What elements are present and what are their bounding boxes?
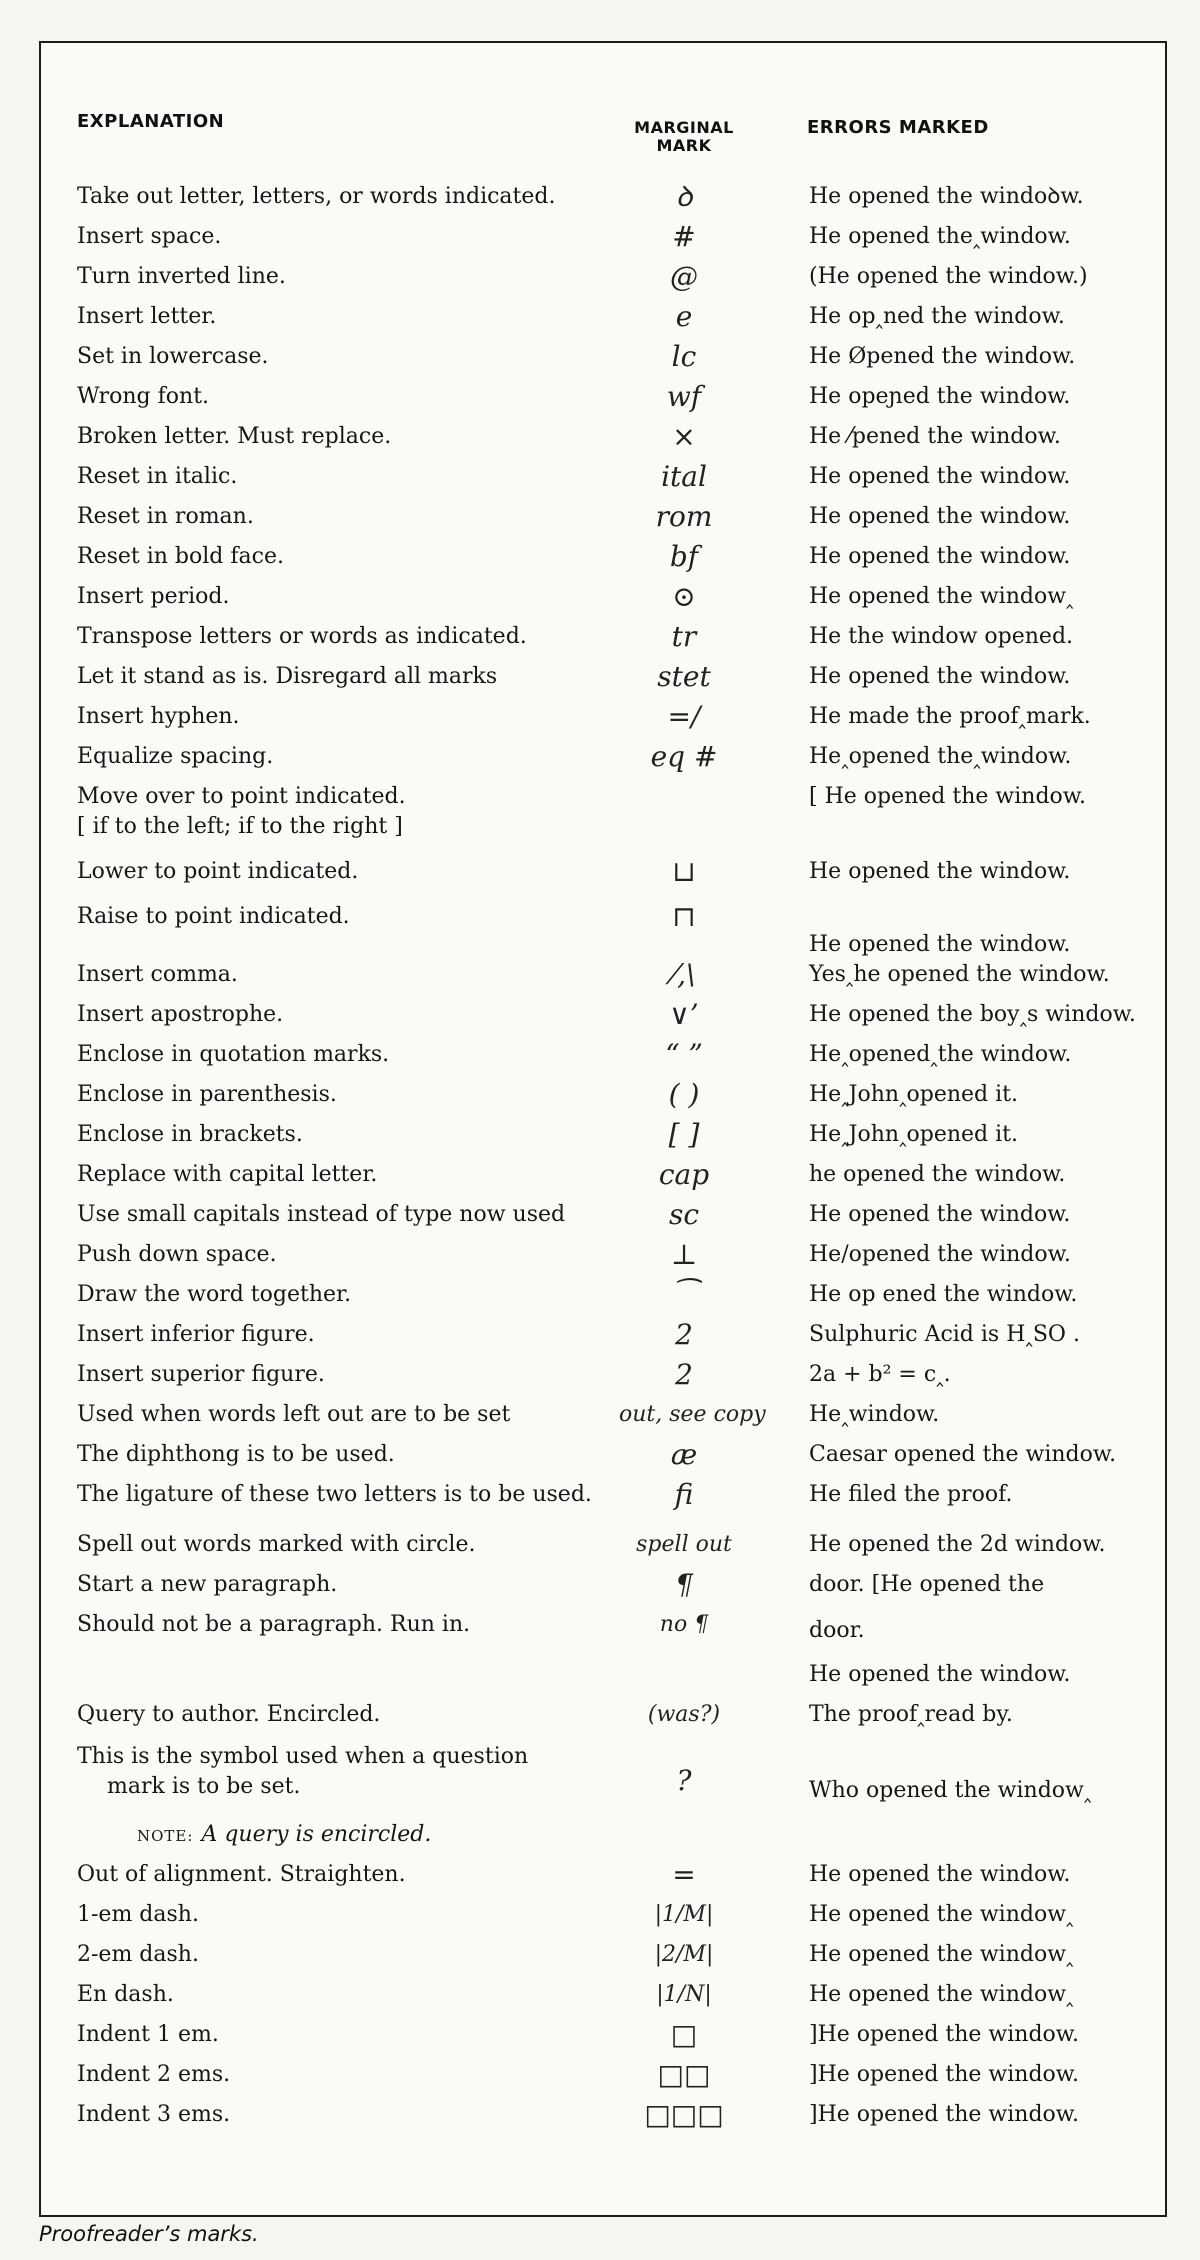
explanation-text: Draw the word together. [77, 1282, 352, 1307]
explanation-text: Take out letter, letters, or words indicated. [77, 184, 556, 209]
explanation-text: Wrong font. [77, 384, 210, 409]
marginal-mark: sc [668, 1198, 700, 1231]
error-example: door. [809, 1618, 865, 1643]
error-example: ]He opened the window. [809, 2062, 1079, 2087]
marginal-mark: “ ” [665, 1038, 703, 1071]
explanation-text: Insert letter. [77, 304, 217, 329]
error-example: He Øpened the window. [809, 344, 1076, 369]
marginal-mark: e [675, 300, 693, 333]
explanation-text: Move over to point indicated. [77, 784, 406, 809]
explanation-text: Enclose in parenthesis. [77, 1082, 337, 1107]
error-example: ]He opened the window. [809, 2022, 1079, 2047]
marginal-mark: × [672, 420, 696, 453]
marginal-mark: □□□ [644, 2098, 724, 2131]
marginal-mark: ⁀ [672, 1278, 696, 1311]
explanation-text: This is the symbol used when a question [77, 1744, 529, 1769]
explanation-text: Spell out words marked with circle. [77, 1532, 476, 1557]
marginal-mark: ( ) [668, 1078, 700, 1111]
marginal-mark: |1/N| [656, 1982, 712, 2007]
explanation-text: Set in lowercase. [77, 344, 269, 369]
explanation-text: Use small capitals instead of type now used [77, 1202, 566, 1227]
error-example: He opened the window. [809, 1862, 1071, 1887]
marginal-mark: = [672, 1858, 696, 1891]
marginal-mark: tr [671, 620, 697, 653]
error-example: He‸window. [809, 1402, 940, 1427]
error-example: 2a + b² = c‸. [809, 1362, 951, 1387]
error-example: The proof‸read by. [809, 1702, 1013, 1727]
marginal-mark: out, see copy [619, 1402, 766, 1427]
error-example: He filed the proof. [809, 1482, 1013, 1507]
explanation-text: Insert space. [77, 224, 222, 249]
explanation-text: Push down space. [77, 1242, 277, 1267]
error-example: he opened the window. [809, 1162, 1066, 1187]
marginal-mark: cap [658, 1158, 710, 1191]
marginal-mark: [ ] [668, 1118, 700, 1151]
proofreader-marks-table [39, 41, 1167, 2217]
error-example: Who opened the window‸ [809, 1778, 1092, 1803]
error-example: Yes‸he opened the window. [809, 962, 1110, 987]
marginal-mark: wf [666, 380, 702, 413]
error-example: He opened the‸window. [809, 224, 1071, 249]
marginal-mark: ⊓ [672, 900, 696, 933]
marginal-mark: bf [669, 540, 699, 573]
error-example: He opeɲed the window. [809, 384, 1071, 409]
marginal-mark: lc [671, 340, 697, 373]
explanation-text: Enclose in brackets. [77, 1122, 303, 1147]
explanation-text: Insert inferior figure. [77, 1322, 315, 1347]
explanation-text: Lower to point indicated. [77, 859, 359, 884]
marginal-mark: # [672, 220, 696, 253]
marginal-mark: eq # [650, 740, 718, 773]
explanation-text: Replace with capital letter. [77, 1162, 378, 1187]
marginal-mark: |2/M| [654, 1942, 714, 1967]
explanation-text: Used when words left out are to be set [77, 1402, 511, 1427]
error-example: He/opened the window. [809, 1242, 1071, 1267]
marginal-mark: =/ [667, 700, 701, 733]
marginal-mark: □ [670, 2018, 698, 2051]
marginal-mark: no ¶ [659, 1612, 709, 1637]
error-example: He opened the window. [809, 544, 1071, 569]
error-example: He‸opened‸the window. [809, 1042, 1072, 1067]
error-example: ]He opened the window. [809, 2102, 1079, 2127]
explanation-text: Transpose letters or words as indicated. [77, 624, 527, 649]
explanation-text: Query to author. Encircled. [77, 1702, 381, 1727]
marginal-mark: ⁄,\ [672, 958, 696, 991]
explanation-text: Indent 1 em. [77, 2022, 219, 2047]
marginal-mark: □□ [657, 2058, 711, 2091]
error-example: He opened the window‸ [809, 1942, 1074, 1967]
marginal-mark: ꝺ [675, 180, 693, 213]
marginal-mark: ital [661, 460, 707, 493]
explanation-text: 1-em dash. [77, 1902, 199, 1927]
error-example: door. [He opened the [809, 1572, 1045, 1597]
header-errors-marked: ERRORS MARKED [807, 117, 989, 138]
error-example: He the window opened. [809, 624, 1074, 649]
error-example: He opened the window. [809, 859, 1071, 884]
marginal-mark: |1/M| [654, 1902, 714, 1927]
explanation-text: Turn inverted line. [77, 264, 286, 289]
error-example: He opened the window. [809, 1202, 1071, 1227]
header-marginal-mark: MARGINAL MARK [634, 118, 734, 155]
marginal-mark: ? [676, 1764, 692, 1797]
error-example: [ He opened the window. [809, 784, 1086, 809]
explanation-text: Reset in italic. [77, 464, 238, 489]
explanation-text: En dash. [77, 1982, 174, 2007]
marginal-mark: @ [670, 260, 698, 293]
note [137, 1821, 431, 1850]
error-example: He ⁄pened the window. [809, 424, 1061, 449]
explanation-text: Reset in bold face. [77, 544, 284, 569]
error-example: He opened the window. [809, 932, 1071, 957]
explanation-text: Out of alignment. Straighten. [77, 1862, 406, 1887]
error-example: He op‸ned the window. [809, 304, 1065, 329]
error-example: Caesar opened the window. [809, 1442, 1117, 1467]
marginal-mark: ⊔ [672, 855, 696, 888]
note-label: NOTE: [137, 1827, 194, 1845]
explanation-text: Indent 2 ems. [77, 2062, 231, 2087]
explanation-text: Broken letter. Must replace. [77, 424, 392, 449]
figure-caption: Proofreader’s marks. [39, 2222, 259, 2246]
explanation-text: The ligature of these two letters is to be used. [77, 1482, 592, 1507]
explanation-text: Insert superior figure. [77, 1362, 325, 1387]
explanation-text: Enclose in quotation marks. [77, 1042, 390, 1067]
explanation-text: Let it stand as is. Disregard all marks [77, 664, 498, 689]
error-example: He opened the 2d window. [809, 1532, 1106, 1557]
error-example: He opened the window‸ [809, 584, 1074, 609]
explanation-text: 2-em dash. [77, 1942, 199, 1967]
explanation-text: Insert comma. [77, 962, 238, 987]
explanation-text: Insert period. [77, 584, 230, 609]
error-example: He‸John‸opened it. [809, 1122, 1018, 1147]
error-example: (He opened the window.) [809, 264, 1088, 289]
error-example: Sulphuric Acid is H‸SO . [809, 1322, 1080, 1347]
marginal-mark: ⊙ [672, 580, 696, 613]
error-example: He opened the window. [809, 664, 1071, 689]
marginal-mark: fi [674, 1478, 694, 1511]
header-explanation: EXPLANATION [77, 111, 225, 132]
marginal-mark: stet [657, 660, 711, 693]
marginal-mark: (was?) [647, 1702, 721, 1727]
explanation-text: Should not be a paragraph. Run in. [77, 1612, 471, 1637]
error-example: He opened the window. [809, 504, 1071, 529]
explanation-text: Reset in roman. [77, 504, 254, 529]
marginal-mark: ∨’ [669, 998, 699, 1031]
explanation-text: The diphthong is to be used. [77, 1442, 395, 1467]
error-example: He op ened the window. [809, 1282, 1078, 1307]
explanation-text: Raise to point indicated. [77, 904, 350, 929]
marginal-mark: 2 [675, 1358, 693, 1391]
marginal-mark: æ [670, 1438, 698, 1471]
error-example: He opened the window‸ [809, 1902, 1074, 1927]
error-example: He opened the windoꝺw. [809, 184, 1084, 209]
explanation-text: Equalize spacing. [77, 744, 274, 769]
error-example: He opened the window. [809, 464, 1071, 489]
explanation-text: Insert apostrophe. [77, 1002, 284, 1027]
explanation-text: Insert hyphen. [77, 704, 240, 729]
marginal-mark: 2 [675, 1318, 693, 1351]
error-example: He opened the boy‸s window. [809, 1002, 1136, 1027]
error-example: He opened the window. [809, 1662, 1071, 1687]
explanation-text: Indent 3 ems. [77, 2102, 231, 2127]
error-example: He made the proof‸mark. [809, 704, 1091, 729]
error-example: He opened the window‸ [809, 1982, 1074, 2007]
marginal-mark: spell out [636, 1532, 732, 1557]
explanation-text-line2: [ if to the left; if to the right ] [77, 814, 403, 839]
marginal-mark: rom [655, 500, 713, 533]
explanation-text-line2: mark is to be set. [107, 1774, 301, 1799]
explanation-text: Start a new paragraph. [77, 1572, 338, 1597]
note-text: A query is encircled. [201, 1822, 432, 1847]
marginal-mark: ¶ [675, 1568, 693, 1601]
error-example: He‸opened the‸window. [809, 744, 1072, 769]
error-example: He‸John‸opened it. [809, 1082, 1018, 1107]
marginal-mark: ⊥ [670, 1238, 698, 1271]
